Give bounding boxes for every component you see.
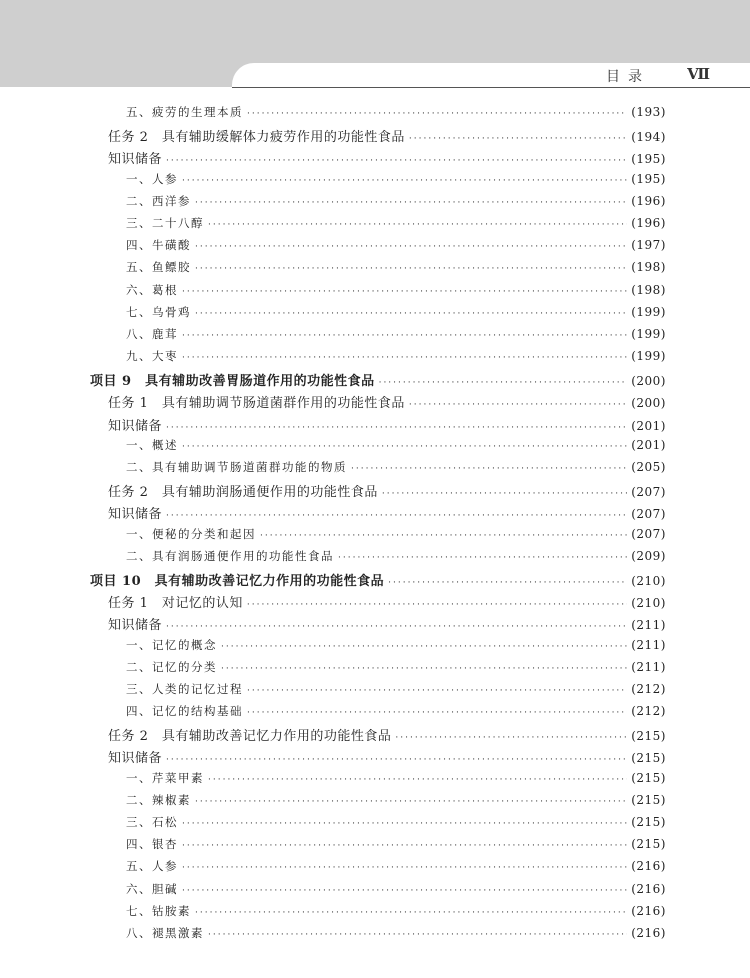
running-header-page-number: Ⅶ (687, 65, 710, 83)
toc-entry-page: (193) (631, 105, 666, 119)
toc-entry-label: 七、乌骨鸡 (126, 304, 191, 319)
toc-entry-page: (215) (631, 837, 666, 852)
toc-entry-label: 三、石松 (126, 815, 178, 829)
toc-entry-label: 知识储备 (108, 418, 163, 434)
dot-leader (409, 134, 627, 144)
toc-entry-kb[interactable] (108, 415, 666, 437)
toc-entry-item[interactable] (108, 526, 666, 548)
dot-leader (247, 600, 627, 610)
toc-entry-label: 八、鹿茸 (126, 326, 178, 341)
toc-entry-page: (196) (631, 193, 666, 208)
toc-entry-item[interactable] (108, 237, 666, 259)
dot-leader (195, 242, 627, 252)
dot-leader (221, 642, 627, 652)
toc-entry-task[interactable] (108, 481, 666, 503)
dot-leader (166, 511, 627, 521)
toc-entry-page: (207) (631, 526, 666, 541)
dot-leader (182, 819, 627, 829)
toc-entry-label: 三、人类的记忆过程 (126, 681, 243, 696)
dot-leader (195, 797, 627, 807)
toc-entry-label: 任务 1 对记忆的认知 (108, 596, 243, 612)
dot-leader (166, 423, 627, 433)
toc-entry-label: 一、人参 (126, 171, 178, 186)
toc-entry-page: (211) (631, 659, 666, 674)
toc-entry-page: (215) (631, 815, 666, 829)
toc-entry-label: 知识储备 (108, 751, 163, 767)
toc-entry-label: 五、人参 (126, 859, 178, 874)
toc-entry-label: 一、记忆的概念 (126, 637, 217, 652)
toc-entry-page: (211) (631, 618, 666, 633)
toc-entry-item[interactable] (108, 881, 666, 903)
toc-entry-page: (200) (631, 396, 666, 411)
dot-leader (260, 531, 627, 541)
toc-entry-item[interactable] (108, 215, 666, 237)
toc-entry-label: 项目 10 具有辅助改善记忆力作用的功能性食品 (90, 573, 385, 589)
toc-entry-label: 八、褪黑激素 (126, 925, 204, 940)
toc-entry-page: (195) (631, 152, 666, 167)
toc-entry-item[interactable] (108, 171, 666, 193)
toc-entry-page: (215) (631, 729, 666, 744)
toc-entry-label: 四、记忆的结构基础 (126, 704, 243, 719)
toc-entry-item[interactable] (108, 703, 666, 725)
toc-entry-label: 六、胆碱 (126, 881, 178, 896)
toc-entry-label: 任务 2 具有辅助润肠通便作用的功能性食品 (108, 485, 378, 501)
toc-entry-page: (211) (631, 637, 666, 652)
toc-entry-label: 五、疲劳的生理本质 (126, 105, 243, 119)
table-of-contents (90, 104, 666, 947)
dot-leader (195, 198, 627, 208)
toc-entry-item[interactable] (108, 326, 666, 348)
toc-entry-page: (199) (631, 349, 666, 364)
dot-leader (182, 442, 627, 452)
toc-entry-page: (216) (631, 881, 666, 896)
dot-leader (166, 156, 627, 166)
dot-leader (208, 930, 627, 940)
toc-entry-label: 二、具有润肠通便作用的功能性食品 (126, 548, 334, 563)
toc-entry-label: 知识储备 (108, 507, 163, 523)
toc-entry-page: (215) (631, 751, 666, 766)
toc-entry-page: (212) (631, 681, 666, 696)
toc-entry-label: 三、二十八醇 (126, 215, 204, 230)
toc-entry-kb[interactable] (108, 503, 666, 525)
toc-entry-item[interactable] (108, 836, 666, 858)
dot-leader (388, 578, 627, 588)
toc-entry-label: 知识储备 (108, 618, 163, 634)
dot-leader (379, 378, 628, 388)
toc-entry-page: (201) (631, 418, 666, 433)
dot-leader (166, 755, 627, 765)
toc-entry-page: (216) (631, 925, 666, 940)
toc-entry-label: 一、概述 (126, 437, 178, 452)
dot-leader (195, 264, 627, 274)
dot-leader (247, 109, 627, 119)
dot-leader (208, 220, 627, 230)
toc-entry-page: (205) (631, 460, 666, 474)
toc-entry-label: 任务 1 具有辅助调节肠道菌群作用的功能性食品 (108, 396, 405, 412)
dot-leader (338, 553, 627, 563)
toc-entry-page: (198) (631, 260, 666, 275)
toc-entry-item[interactable] (108, 903, 666, 925)
toc-entry-page: (216) (631, 903, 666, 918)
dot-leader (182, 841, 627, 851)
dot-leader (195, 908, 627, 918)
toc-entry-label: 二、西洋参 (126, 193, 191, 208)
toc-entry-page: (207) (631, 507, 666, 522)
toc-entry-task[interactable] (108, 725, 666, 747)
dot-leader (409, 400, 627, 410)
toc-entry-task[interactable] (108, 592, 666, 614)
toc-entry-label: 九、大枣 (126, 349, 178, 364)
toc-entry-task[interactable] (108, 126, 666, 148)
toc-entry-page: (197) (631, 238, 666, 253)
toc-entry-label: 一、芹菜甲素 (126, 770, 204, 785)
toc-entry-item[interactable] (108, 770, 666, 792)
toc-entry-item[interactable] (108, 193, 666, 215)
toc-entry-page: (212) (631, 704, 666, 719)
dot-leader (195, 309, 627, 319)
toc-entry-label: 二、记忆的分类 (126, 659, 217, 674)
header-rule (232, 87, 750, 88)
dot-leader (182, 287, 627, 297)
toc-entry-kb[interactable] (108, 148, 666, 170)
toc-entry-kb[interactable] (108, 747, 666, 769)
dot-leader (221, 664, 627, 674)
toc-entry-page: (209) (631, 548, 666, 563)
toc-entry-item[interactable] (108, 548, 666, 570)
toc-entry-label: 四、牛磺酸 (126, 238, 191, 253)
toc-entry-item[interactable] (108, 925, 666, 947)
dot-leader (182, 331, 627, 341)
running-header-title: 目录 (606, 69, 650, 85)
toc-entry-label: 一、便秘的分类和起因 (126, 526, 256, 541)
toc-entry-kb[interactable] (108, 614, 666, 636)
toc-entry-page: (194) (631, 130, 666, 145)
toc-entry-item[interactable] (108, 858, 666, 880)
toc-entry-project[interactable] (90, 370, 666, 392)
dot-leader (182, 353, 627, 363)
dot-leader (182, 176, 627, 186)
toc-entry-page: (199) (631, 326, 666, 341)
toc-entry-page: (215) (631, 770, 666, 785)
toc-entry-label: 二、辣椒素 (126, 792, 191, 807)
toc-entry-page: (199) (631, 304, 666, 319)
toc-entry-label: 四、银杏 (126, 837, 178, 852)
dot-leader (247, 686, 627, 696)
toc-entry-item[interactable] (108, 637, 666, 659)
toc-entry-label: 知识储备 (108, 152, 163, 168)
toc-entry-label: 任务 2 具有辅助缓解体力疲劳作用的功能性食品 (108, 130, 405, 146)
toc-entry-page: (196) (631, 215, 666, 230)
dot-leader (208, 775, 627, 785)
dot-leader (351, 464, 627, 474)
toc-entry-page: (210) (631, 596, 666, 611)
toc-entry-label: 七、钴胺素 (126, 903, 191, 918)
dot-leader (382, 489, 627, 499)
toc-entry-label: 二、具有辅助调节肠道菌群功能的物质 (126, 460, 347, 474)
toc-entry-item[interactable] (108, 104, 666, 126)
toc-entry-label: 五、鱼鳔胶 (126, 260, 191, 275)
dot-leader (182, 863, 627, 873)
toc-entry-project[interactable] (90, 570, 666, 592)
toc-entry-task[interactable] (108, 392, 666, 414)
dot-leader (247, 708, 627, 718)
toc-entry-item[interactable] (108, 814, 666, 836)
toc-entry-page: (210) (631, 573, 666, 588)
toc-entry-label: 任务 2 具有辅助改善记忆力作用的功能性食品 (108, 729, 392, 745)
toc-entry-item[interactable] (108, 459, 666, 481)
toc-entry-page: (195) (631, 171, 666, 186)
toc-entry-item[interactable] (108, 437, 666, 459)
toc-entry-page: (200) (631, 374, 666, 389)
toc-entry-item[interactable] (108, 259, 666, 281)
toc-entry-item[interactable] (108, 659, 666, 681)
toc-entry-item[interactable] (108, 348, 666, 370)
dot-leader (166, 622, 627, 632)
toc-entry-item[interactable] (108, 792, 666, 814)
toc-entry-page: (198) (631, 282, 666, 297)
dot-leader (395, 733, 627, 743)
dot-leader (182, 886, 627, 896)
toc-entry-label: 项目 9 具有辅助改善胃肠道作用的功能性食品 (90, 374, 375, 390)
toc-entry-page: (201) (631, 437, 666, 452)
toc-entry-page: (216) (631, 859, 666, 874)
toc-entry-label: 六、葛根 (126, 282, 178, 297)
toc-entry-page: (215) (631, 792, 666, 807)
toc-entry-item[interactable] (108, 282, 666, 304)
toc-entry-item[interactable] (108, 304, 666, 326)
header-tab (232, 63, 750, 87)
toc-entry-page: (207) (631, 485, 666, 500)
toc-entry-item[interactable] (108, 681, 666, 703)
